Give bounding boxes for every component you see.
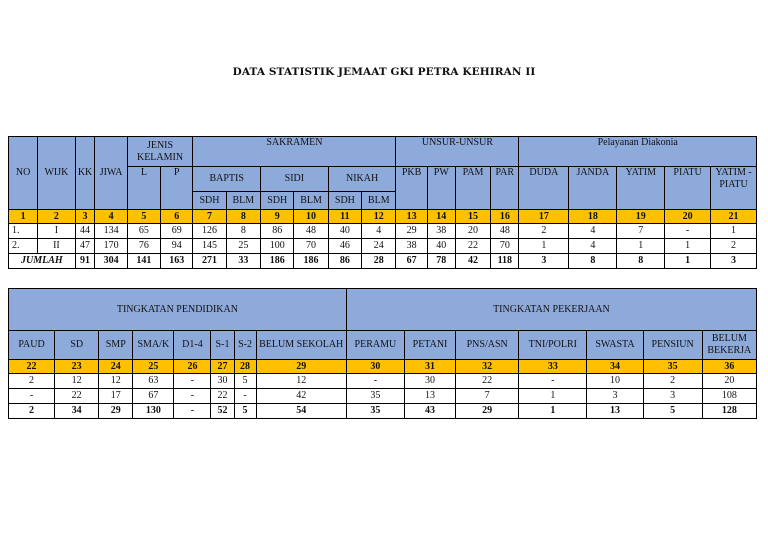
column-header-11: PNS/ASN [456,331,519,360]
cell-3: 29 [99,404,133,419]
header-sidi-blm: BLM [294,192,328,210]
total-row [9,404,757,419]
cell-19: 7 [617,224,665,239]
cell-21: 2 [711,239,757,254]
cell-7: 5 [234,404,256,419]
cell-2: 22 [55,389,99,404]
cell-11: 40 [328,224,361,239]
cell-11: 7 [456,389,519,404]
header-tingkatan-pekerjaan: TINGKATAN PEKERJAAN [346,289,756,331]
column-header-5: D1-4 [174,331,211,360]
cell-6: 52 [211,404,234,419]
total-cell-14: 118 [491,254,519,269]
cell-4: 67 [133,389,174,404]
column-number-20: 20 [665,210,711,224]
header-p: P [161,167,193,210]
header-sidi: SIDI [261,167,329,192]
cell-21: 1 [711,224,757,239]
cell-11: 46 [328,239,361,254]
table-row [9,224,757,239]
column-header-14: PENSIUN [643,331,702,360]
header-sakramen: SAKRAMEN [193,137,396,167]
total-cell-9: 86 [328,254,361,269]
header-yatim: YATIM [617,167,665,210]
jemaat-statistics-table [8,136,757,269]
cell-7: 145 [193,239,226,254]
column-number-11: 32 [456,360,519,374]
page-title: DATA STATISTIK JEMAAT GKI PETRA KEHIRAN II [232,66,536,78]
header-nikah: NIKAH [328,167,396,192]
column-number-3: 24 [99,360,133,374]
total-cell-13: 42 [455,254,490,269]
column-number-15: 15 [455,210,490,224]
cell-12: 4 [362,224,396,239]
header-baptis-sdh: SDH [193,192,226,210]
cell-16: 70 [491,239,519,254]
cell-11: 29 [456,404,519,419]
table-row [9,374,757,389]
cell-1: 1. [9,224,38,239]
column-number-7: 7 [193,210,226,224]
cell-10: 48 [294,224,328,239]
cell-14: 5 [643,404,702,419]
column-header-13: SWASTA [587,331,643,360]
cell-5: 65 [127,224,160,239]
cell-13: 3 [587,389,643,404]
column-number-row [9,210,757,224]
column-number-19: 19 [617,210,665,224]
column-number-18: 18 [569,210,617,224]
cell-13: 10 [587,374,643,389]
column-number-10: 10 [294,210,328,224]
column-header-7: S-2 [234,331,256,360]
column-number-4: 4 [95,210,127,224]
header-l: L [127,167,160,210]
cell-17: 1 [519,239,569,254]
header-pelayanan-diakonia: Pelayanan Diakonia [519,137,757,167]
cell-1: 2 [9,374,55,389]
cell-20: - [665,224,711,239]
header-pw: PW [427,167,455,210]
column-number-17: 17 [519,210,569,224]
cell-3: 17 [99,389,133,404]
column-number-9: 9 [261,210,294,224]
cell-6: 30 [211,374,234,389]
column-header-3: SMP [99,331,133,360]
column-number-2: 23 [55,360,99,374]
total-cell-3: 141 [127,254,160,269]
cell-8: 42 [256,389,346,404]
cell-9: 35 [346,389,404,404]
total-cell-15: 3 [519,254,569,269]
column-number-14: 14 [427,210,455,224]
cell-11: 22 [456,374,519,389]
cell-3: 44 [75,224,95,239]
total-cell-8: 186 [294,254,328,269]
cell-8: 54 [256,404,346,419]
column-number-5: 5 [127,210,160,224]
header-yatim-piatu: YATIM - PIATU [711,167,757,210]
cell-7: 126 [193,224,226,239]
total-cell-4: 163 [161,254,193,269]
total-cell-2: 304 [95,254,127,269]
column-number-21: 21 [711,210,757,224]
header-janda: JANDA [569,167,617,210]
cell-8: 25 [226,239,260,254]
cell-1: 2. [9,239,38,254]
cell-5: 76 [127,239,160,254]
cell-3: 47 [75,239,95,254]
cell-14: 3 [643,389,702,404]
cell-9: 100 [261,239,294,254]
column-number-2: 2 [38,210,76,224]
cell-2: I [38,224,76,239]
column-number-13: 13 [396,210,427,224]
total-cell-12: 78 [427,254,455,269]
cell-14: 2 [643,374,702,389]
column-number-13: 34 [587,360,643,374]
header-baptis: BAPTIS [193,167,261,192]
header-tingkatan-pendidikan: TINGKATAN PENDIDIKAN [9,289,347,331]
cell-4: 134 [95,224,127,239]
column-header-row [9,331,757,360]
cell-5: - [174,389,211,404]
header-pam: PAM [455,167,490,210]
cell-10: 30 [404,374,455,389]
header-jiwa: JIWA [95,137,127,210]
header-par: PAR [491,167,519,210]
total-cell-5: 271 [193,254,226,269]
education-occupation-table [8,288,757,419]
cell-5: - [174,404,211,419]
header-nikah-blm: BLM [362,192,396,210]
cell-15: 128 [702,404,756,419]
cell-1: 2 [9,404,55,419]
cell-2: 12 [55,374,99,389]
column-number-6: 27 [211,360,234,374]
total-cell-1: 91 [75,254,95,269]
cell-12: 24 [362,239,396,254]
total-row [9,254,757,269]
header-unsur-unsur: UNSUR-UNSUR [396,137,519,167]
column-header-2: SD [55,331,99,360]
cell-1: - [9,389,55,404]
header-no: NO [9,137,38,210]
total-cell-16: 8 [569,254,617,269]
cell-13: 29 [396,224,427,239]
column-number-3: 3 [75,210,95,224]
total-label: JUMLAH [9,254,76,269]
column-number-14: 35 [643,360,702,374]
cell-2: II [38,239,76,254]
cell-16: 48 [491,224,519,239]
cell-4: 130 [133,404,174,419]
cell-14: 40 [427,239,455,254]
cell-2: 34 [55,404,99,419]
total-cell-17: 8 [617,254,665,269]
total-cell-6: 33 [226,254,260,269]
cell-18: 4 [569,239,617,254]
header-wijk: WIJK [38,137,76,210]
header-jenis-kelamin: JENIS KELAMIN [127,137,193,167]
column-number-12: 12 [362,210,396,224]
column-number-9: 30 [346,360,404,374]
cell-6: 69 [161,224,193,239]
cell-13: 13 [587,404,643,419]
header-sidi-sdh: SDH [261,192,294,210]
cell-6: 94 [161,239,193,254]
column-number-8: 29 [256,360,346,374]
cell-9: 35 [346,404,404,419]
cell-6: 22 [211,389,234,404]
header-baptis-blm: BLM [226,192,260,210]
column-header-12: TNI/POLRI [519,331,587,360]
column-number-11: 11 [328,210,361,224]
column-number-10: 31 [404,360,455,374]
header-duda: DUDA [519,167,569,210]
cell-15: 20 [455,224,490,239]
column-header-8: BELUM SEKOLAH [256,331,346,360]
total-cell-18: 1 [665,254,711,269]
column-header-1: PAUD [9,331,55,360]
cell-15: 108 [702,389,756,404]
header-piatu: PIATU [665,167,711,210]
column-header-9: PERAMU [346,331,404,360]
cell-19: 1 [617,239,665,254]
column-number-7: 28 [234,360,256,374]
column-number-6: 6 [161,210,193,224]
cell-3: 12 [99,374,133,389]
column-header-4: SMA/K [133,331,174,360]
table-row [9,389,757,404]
cell-18: 4 [569,224,617,239]
column-header-10: PETANI [404,331,455,360]
header-nikah-sdh: SDH [328,192,361,210]
cell-13: 38 [396,239,427,254]
column-number-row [9,360,757,374]
cell-10: 70 [294,239,328,254]
cell-8: 12 [256,374,346,389]
cell-10: 43 [404,404,455,419]
cell-15: 20 [702,374,756,389]
column-number-16: 16 [491,210,519,224]
header-kk: KK [75,137,95,210]
total-cell-10: 28 [362,254,396,269]
column-header-6: S-1 [211,331,234,360]
total-cell-7: 186 [261,254,294,269]
total-cell-11: 67 [396,254,427,269]
cell-4: 63 [133,374,174,389]
cell-9: 86 [261,224,294,239]
column-number-8: 8 [226,210,260,224]
column-number-1: 1 [9,210,38,224]
cell-7: - [234,389,256,404]
column-number-12: 33 [519,360,587,374]
cell-20: 1 [665,239,711,254]
column-header-15: BELUM BEKERJA [702,331,756,360]
cell-7: 5 [234,374,256,389]
cell-17: 2 [519,224,569,239]
total-cell-19: 3 [711,254,757,269]
cell-14: 38 [427,224,455,239]
cell-10: 13 [404,389,455,404]
column-number-4: 25 [133,360,174,374]
column-number-15: 36 [702,360,756,374]
column-number-5: 26 [174,360,211,374]
cell-15: 22 [455,239,490,254]
cell-12: 1 [519,389,587,404]
cell-8: 8 [226,224,260,239]
table-row [9,239,757,254]
cell-4: 170 [95,239,127,254]
header-pkb: PKB [396,167,427,210]
column-number-1: 22 [9,360,55,374]
cell-12: - [519,374,587,389]
cell-12: 1 [519,404,587,419]
cell-5: - [174,374,211,389]
cell-9: - [346,374,404,389]
